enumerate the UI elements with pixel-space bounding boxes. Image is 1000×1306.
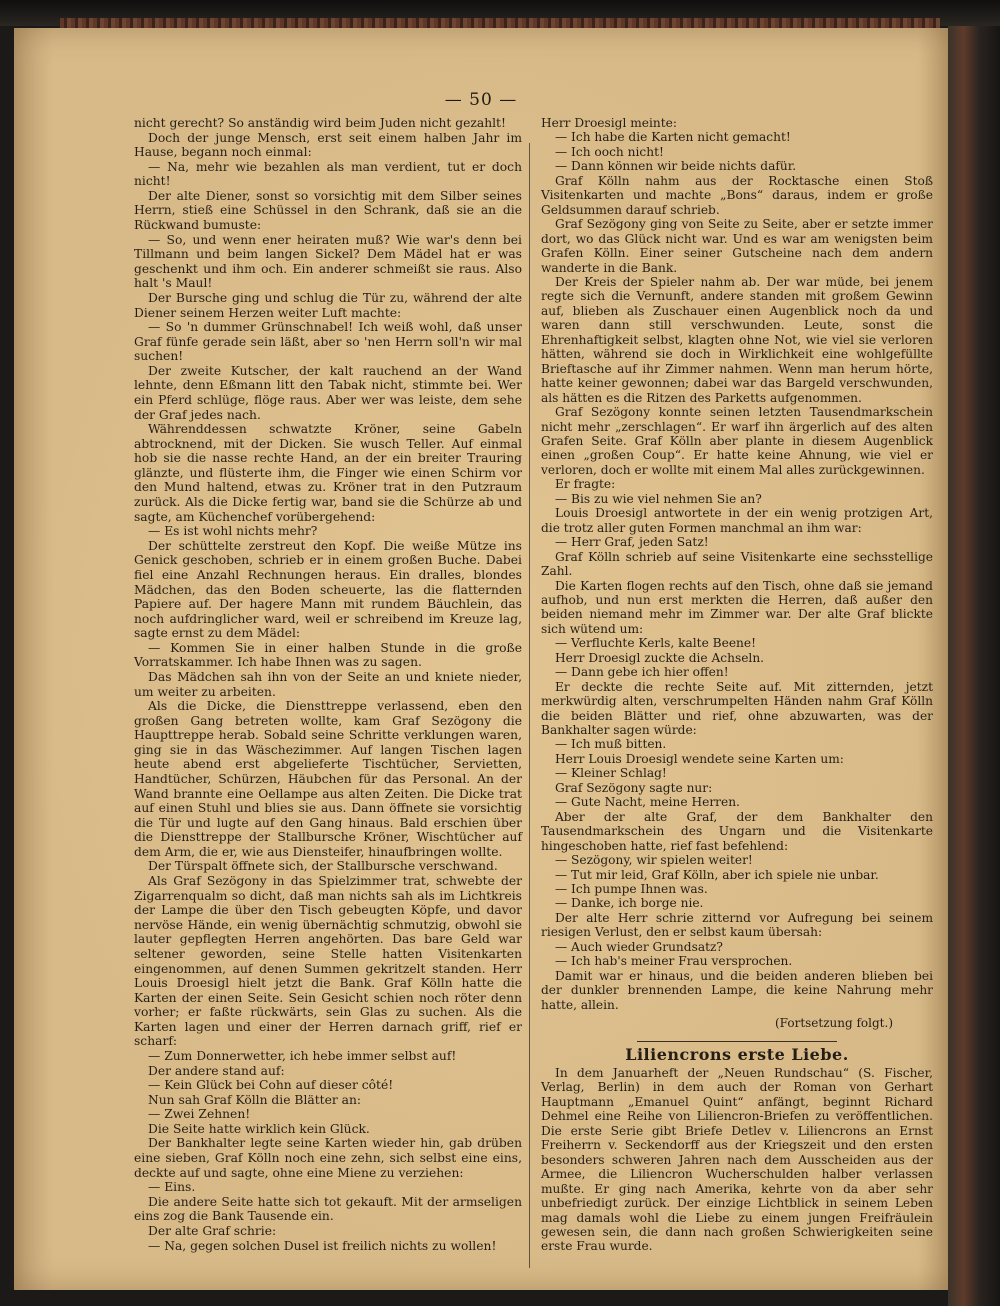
continuation-note: (Fortsetzung folgt.) (775, 1016, 893, 1031)
paragraph: Graf Sezögony konnte seinen letzten Tausendmarkschein nicht mehr „zerschlagen“. Er warf ihn ärgerlich auf des alten Grafen Seite. Graf Kölln aber plante in diesem Augenblick einen „großen Coup“. Er hatte keine Ahnung, wie viel er verloren, doch er wollte mit einem Mal alles zurückgewinnen. (541, 405, 933, 477)
paragraph: Er deckte die rechte Seite auf. Mit zitternden, jetzt merkwürdig alten, verschrumpelten Händen nahm Graf Kölln die beiden Blätter und rief, ohne abzuwarten, was der Bankhalter sagen würde: (541, 679, 933, 738)
paragraph: — Na, gegen solchen Dusel ist freilich nichts zu wollen! (148, 1238, 497, 1253)
paragraph: — Eins. (148, 1180, 196, 1195)
page-number: — 50 — (444, 90, 518, 110)
paragraph: Nun sah Graf Kölln die Blätter an: (148, 1092, 362, 1107)
paragraph: — Bis zu wie viel nehmen Sie an? (555, 491, 762, 506)
paragraph: — So 'n dummer Grünschnabel! Ich weiß wohl, daß unser Graf fünfe gerade sein läßt, aber so 'nen Herrn soll'n wir mal suchen! (134, 320, 522, 364)
paragraph: — Ich muß bitten. (555, 737, 667, 752)
paragraph: — Herr Graf, jeden Satz! (555, 535, 709, 550)
paragraph: Graf Kölln nahm aus der Rocktasche einen Stoß Visitenkarten und machte „Bons“ daraus, indem er große Geldsummen darauf schrieb. (541, 173, 933, 217)
paragraph: — Danke, ich borge nie. (555, 896, 704, 911)
paragraph: — Es ist wohl nichts mehr? (148, 524, 318, 539)
paragraph: Herr Louis Droesigl wendete seine Karten um: (555, 751, 844, 766)
article-heading: Liliencrons erste Liebe. (625, 1044, 849, 1064)
paragraph: Der alte Graf schrie: (148, 1223, 277, 1238)
paragraph: — Kommen Sie in einer halben Stunde in die große Vorratskammer. Ich habe Ihnen was zu sagen. (134, 640, 522, 670)
paragraph: Der Kreis der Spieler nahm ab. Der war müde, bei jenem regte sich die Vernunft, andere standen mit großem Gewinn auf, blieben als Zuschauer einen Augenblick noch da und waren dann still verschwunden. Leute, sonst die Ehrenhaftigkeit selbst, klagten ohne Not, wie viel sie verloren hätten, während sie doch in Wirklichkeit eine wohlgefüllte Brieftasche auf ihr Zimmer nahmen. Wenn man herum hörte, hatte keiner gewonnen; dabei war das Bargeld verschwunden, als hätten es die Ritzen des Parketts aufgenommen. (541, 274, 933, 405)
paragraph: Die andere Seite hatte sich tot gekauft. Mit der armseligen eins zog die Bank Tausende ein. (134, 1194, 522, 1224)
section-divider (637, 1041, 837, 1042)
paragraph: Der alte Diener, sonst so vorsichtig mit dem Silber seines Herrn, stieß eine Schüssel in den Schrank, daß sie an die Rückwand bumuste: (134, 188, 522, 233)
column-divider (529, 143, 530, 1268)
paragraph: Der Bankhalter legte seine Karten wieder hin, gab drüben eine sieben, Graf Kölln noch eine zehn, sich selbst eine eins, deckte auf und sagte, ohne eine Miene zu verziehen: (134, 1136, 522, 1180)
paragraph: Der schüttelte zerstreut den Kopf. Die weiße Mütze ins Genick geschoben, schrieb er in einem großen Buche. Dabei fiel eine Anzahl Rechnungen heraus. Ein dralles, blondes Mädchen, das den Boden scheuerte, las die flatternden Papiere auf. Der hagere Mann mit rundem Bäuchlein, das noch aufdringlicher ward, weil er schreibend im Kreuze lag, sagte ernst zu dem Mädel: (134, 538, 522, 641)
paragraph: Währenddessen schwatzte Kröner, seine Gabeln abtrocknend, mit der Dicken. Sie wusch Teller. Auf einmal hob sie die nasse rechte Hand, an der ein breiter Trauring glänzte, und flüsterte ihm, die Finger wie einen Schirm vor den Mund haltend, etwas zu. Kröner trat in den Putzraum zurück. Als die Dicke fertig war, band sie die Schürze ab und sagte, am Küchenchef vorübergehend: (134, 422, 522, 524)
paragraph: Herr Droesigl meinte: (541, 116, 677, 130)
paragraph: Der Bursche ging und schlug die Tür zu, während der alte Diener seinem Herzen weiter Luft machte: (134, 290, 522, 320)
paragraph: Das Mädchen sah ihn von der Seite an und kniete nieder, um weiter zu arbeiten. (134, 669, 522, 699)
paragraph: — So, und wenn ener heiraten muß? Wie war's denn bei Tillmann und beim langen Sickel? Dem Mädel hat er was geschenkt und ihm och. Ein anderer schmeißt sie raus. Also halt 's Maul! (134, 232, 522, 291)
right-column (541, 116, 933, 1254)
paragraph: — Auch wieder Grundsatz? (555, 939, 723, 954)
paragraph: — Ich habe die Karten nicht gemacht! (555, 130, 791, 145)
newspaper-page (14, 28, 948, 1290)
paragraph: Graf Sezögony ging von Seite zu Seite, aber er setzte immer dort, wo das Glück nicht war. Und es war am wenigsten beim Grafen Kölln. Einer seiner Gutscheine nach dem andern wanderte in die Bank. (541, 217, 933, 275)
book-cover-edge (948, 26, 1000, 1306)
paragraph: nicht gerecht? So anständig wird beim Juden nicht gezahlt! (134, 116, 506, 130)
paragraph: — Verfluchte Kerls, kalte Beene! (555, 636, 757, 651)
paragraph: — Ich ooch nicht! (555, 144, 664, 159)
paragraph: — Sezögony, wir spielen weiter! (555, 853, 753, 868)
paragraph: — Dann gebe ich hier offen! (555, 665, 729, 680)
paragraph: — Ich pumpe Ihnen was. (555, 882, 708, 897)
paragraph: Graf Kölln schrieb auf seine Visitenkarte eine sechsstellige Zahl. (541, 549, 933, 579)
paragraph: — Dann können wir beide nichts dafür. (555, 159, 797, 174)
paragraph: Als die Dicke, die Diensttreppe verlassend, eben den großen Gang betreten wollte, kam Graf Sezögony die Haupttreppe herab. Sobald seine Schritte verklungen waren, ging sie in das Wäschezimmer. Auf langen Tischen lagen heute abend erst abgelieferte Tischtücher, Servietten, Handtücher, Schürzen, Häubchen für das Personal. An der Wand brannte eine Oellampe aus alten Zeiten. Die Dicke trat auf einen Stuhl und blies sie aus. Dann öffnete sie vorsichtig die Tür und lugte auf den Gang hinaus. Bald erschien über die Diensttreppe der Stallbursche Kröner, Wischtücher auf dem Arm, die er, wie aus Diensteifer, hinaufbringen wollte. (134, 699, 522, 859)
paragraph: — Zum Donnerwetter, ich hebe immer selbst auf! (148, 1049, 457, 1063)
paragraph: — Zwei Zehnen! (148, 1107, 251, 1122)
article-body: In dem Januarheft der „Neuen Rundschau“ (S. Fischer, Verlag, Berlin) in dem auch der Roman von Gerhart Hauptmann „Emanuel Quint“ anfängt, beginnt Richard Dehmel eine Reihe von Liliencron-Briefen zu veröffentlichen. Die erste Serie gibt Briefe Detlev v. Liliencrons an Ernst Freiherrn v. Seckendorff aus der Kriegszeit und den ersten besonders schweren Jahren nach dem Ausscheiden aus der Armee, die Liliencron Wucherschulden halber verlassen mußte. Er ging nach Amerika, kehrte von da aber sehr unbefriedigt zurück. Der einzige Lichtblick in seinem Leben mag damals wohl die Liebe zu einem jungen Freifräulein gewesen sein, die dann nach großen Schwierigkeiten seine erste Frau wurde. (541, 1066, 933, 1254)
paragraph: Er fragte: (555, 477, 616, 492)
paragraph: — Kleiner Schlag! (555, 766, 667, 781)
paragraph: Louis Droesigl antwortete in der ein wenig protzigen Art, die trotz aller guten Formen manchmal an ihm war: (541, 506, 933, 535)
paragraph: Die Karten flogen rechts auf den Tisch, ohne daß sie jemand aufhob, und nun erst merkten die Herren, daß außer den beiden niemand mehr im Zimmer war. Der alte Graf blickte sich wütend um: (541, 578, 933, 636)
paragraph: Aber der alte Graf, der dem Bankhalter den Tausendmarkschein des Ungarn und die Visitenkarte hingeschoben hatte, rief fast befehlend: (541, 809, 933, 853)
paragraph: Doch der junge Mensch, erst seit einem halben Jahr im Hause, begann noch einmal: (134, 130, 522, 160)
paragraph: Herr Droesigl zuckte die Achseln. (555, 650, 765, 665)
paragraph: — Na, mehr wie bezahlen als man verdient, tut er doch nicht! (134, 159, 522, 189)
paragraph: Der Türspalt öffnete sich, der Stallbursche verschwand. (148, 859, 498, 874)
paragraph: — Tut mir leid, Graf Kölln, aber ich spiele nie unbar. (555, 867, 879, 882)
paragraph: Die Seite hatte wirklich kein Glück. (148, 1121, 370, 1136)
paragraph: Graf Sezögony sagte nur: (555, 780, 713, 795)
paragraph: — Kein Glück bei Cohn auf dieser côté! (148, 1078, 394, 1093)
paragraph: — Gute Nacht, meine Herren. (555, 795, 740, 810)
paragraph: Damit war er hinaus, und die beiden anderen blieben bei der dunkler brennenden Lampe, die keine Nahrung mehr hatte, allein. (541, 968, 933, 1012)
paragraph: Der zweite Kutscher, der kalt rauchend an der Wand lehnte, denn Eßmann litt den Tabak nicht, stimmte bei. Wer ein Pferd schlüge, flöge raus. Aber wer was leiste, dem sehe der Graf jedes nach. (134, 363, 522, 422)
paragraph: Der andere stand auf: (148, 1063, 285, 1078)
serial-continuation (541, 116, 933, 1012)
paragraph: Der alte Herr schrie zitternd vor Aufregung bei seinem riesigen Verlust, den er selbst kaum übersah: (541, 910, 933, 940)
paragraph: — Ich hab's meiner Frau versprochen. (555, 954, 793, 969)
paragraph: Als Graf Sezögony in das Spielzimmer trat, schwebte der Zigarrenqualm so dicht, daß man nichts sah als im Lichtkreis der Lampe die über den Tisch gebeugten Köpfe, und davor nervöse Hände, ein wenig übernächtig schmutzig, obwohl sie lauter gepflegten Herren angehörten. Das bare Geld war seltener geworden, seine Stelle hatten Visitenkarten eingenommen, auf denen Summen gekritzelt standen. Herr Louis Droesigl hielt jetzt die Bank. Graf Kölln hatte die Karten der einen Seite. Sein Gesicht schien noch röter denn vorher; er faßte rückwärts, sein Glas zu suchen. Als die Karten lagen und einer der Herren darnach griff, rief er scharf: (134, 874, 522, 1049)
left-column (134, 116, 522, 1253)
